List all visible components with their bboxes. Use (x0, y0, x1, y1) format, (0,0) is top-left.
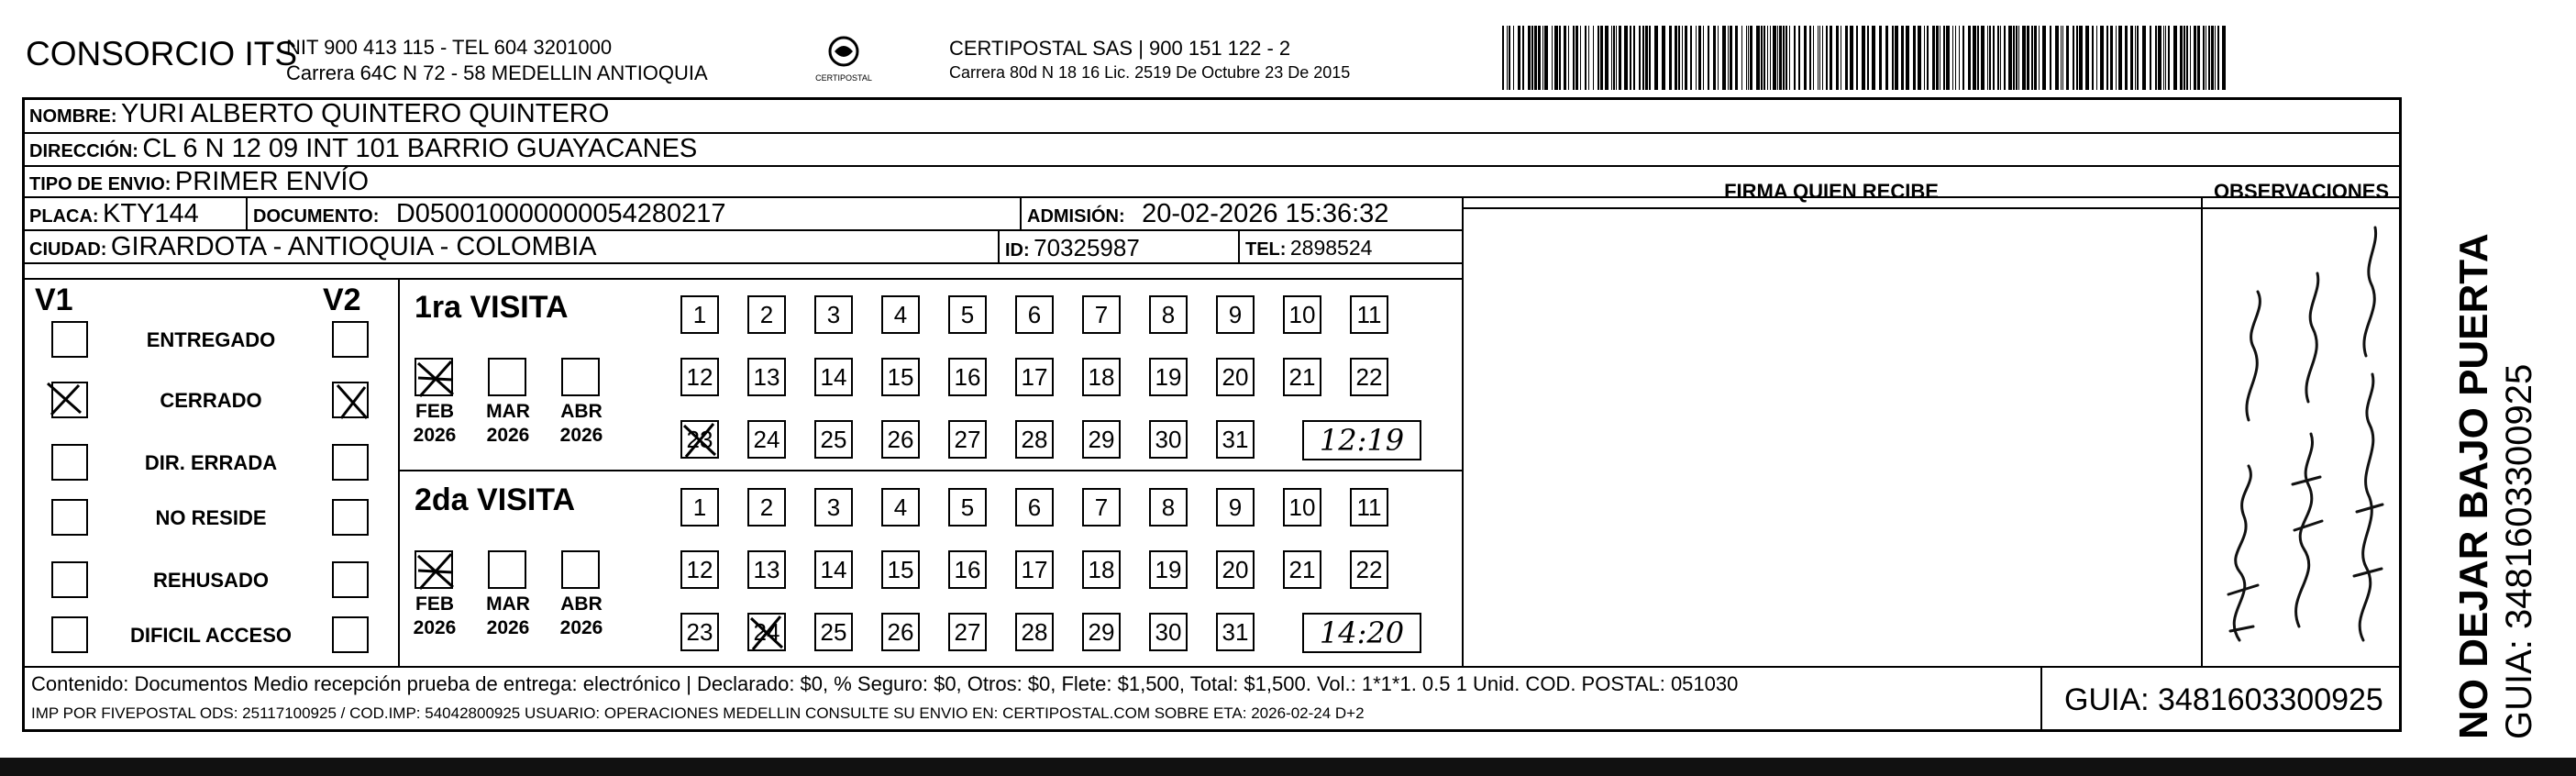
day-box[interactable] (814, 295, 853, 334)
v2-checkbox[interactable] (332, 561, 369, 598)
observaciones-handwriting (2203, 209, 2400, 664)
month-checkbox[interactable] (415, 550, 453, 589)
day-number: 31 (1222, 618, 1249, 646)
day-box[interactable] (881, 420, 920, 459)
day-box[interactable] (1015, 295, 1054, 334)
day-box[interactable] (747, 358, 786, 396)
contenido-line: Contenido: Documentos Medio recepción prueba de entrega: electrónico | Declarado: $0, % Seguro: $0, Otros: $0, Flete: $1,500, Total: $1,500. Vol.: 1*1*1. 0.5 1 Unid. COD. POSTAL: 051030 (31, 672, 1739, 695)
month-checkbox[interactable] (415, 358, 453, 396)
day-number: 2 (759, 493, 774, 521)
day-box[interactable] (1082, 613, 1121, 651)
day-box[interactable] (1350, 358, 1388, 396)
month-checkbox[interactable] (488, 358, 526, 396)
certipostal-line: CERTIPOSTAL SAS | 900 151 122 - 2 (949, 37, 1291, 60)
day-box[interactable] (1149, 295, 1188, 334)
day-number: 14 (820, 556, 847, 583)
day-number: 26 (887, 618, 914, 646)
day-number: 7 (1094, 493, 1109, 521)
day-number: 9 (1228, 493, 1243, 521)
day-box[interactable] (814, 420, 853, 459)
month-label: ABR (560, 401, 603, 422)
no-dejar-warning: NO DEJAR BAJO PUERTA (2451, 233, 2496, 739)
direccion-label: DIRECCIÓN: (29, 141, 138, 161)
v2-checkbox[interactable] (332, 321, 369, 358)
admision-label: ADMISIÓN: (1027, 206, 1125, 227)
documento-field (253, 199, 726, 229)
day-number: 17 (1021, 556, 1048, 583)
month-label: ABR (560, 593, 603, 615)
direccion-value: CL 6 N 12 09 INT 101 BARRIO GUAYACANES (142, 134, 698, 163)
day-box[interactable] (1015, 613, 1054, 651)
day-number: 23 (686, 426, 713, 453)
firma-header: FIRMA QUIEN RECIBE (1724, 180, 1939, 203)
company-name: CONSORCIO ITS (26, 35, 298, 72)
placa-value: KTY144 (103, 199, 199, 228)
day-box[interactable] (680, 550, 719, 589)
day-box[interactable] (1283, 358, 1321, 396)
visit-time[interactable]: 12:19 (1302, 420, 1421, 460)
day-box[interactable] (1149, 488, 1188, 527)
month-label: FEB (415, 401, 454, 422)
day-number: 1 (692, 301, 707, 328)
v1-checkbox[interactable] (51, 561, 88, 598)
ciudad-field (29, 232, 596, 262)
day-number: 16 (954, 556, 981, 583)
documento-value: D050010000000054280217 (395, 199, 726, 228)
day-number: 15 (887, 363, 914, 391)
day-box[interactable] (948, 358, 987, 396)
imp-line: IMP POR FIVEPOSTAL ODS: 25117100925 / COD.IMP: 54042800925 USUARIO: OPERACIONES MEDELLIN CONSULTE SU ENVIO EN: CERTIPOSTAL.COM SOBRE ETA: 2026-02-24 D+2 (31, 704, 1365, 722)
day-number: 9 (1228, 301, 1243, 328)
day-box[interactable] (948, 550, 987, 589)
day-box[interactable] (747, 295, 786, 334)
day-number: 27 (954, 618, 981, 646)
status-label: REHUSADO (153, 569, 269, 592)
placa-field (29, 199, 199, 229)
admision-field (1027, 199, 1388, 229)
status-label: NO RESIDE (155, 506, 267, 529)
day-number: 22 (1355, 556, 1383, 583)
tel-label: TEL: (1245, 239, 1287, 260)
tipo-value: PRIMER ENVÍO (174, 167, 370, 196)
day-box[interactable] (1082, 488, 1121, 527)
month-year: 2026 (486, 617, 530, 638)
day-box[interactable] (1283, 295, 1321, 334)
month-year: 2026 (486, 425, 530, 446)
day-box[interactable] (814, 613, 853, 651)
day-box[interactable] (1015, 420, 1054, 459)
month-year: 2026 (413, 425, 457, 446)
day-number: 3 (826, 493, 841, 521)
month-year: 2026 (559, 617, 603, 638)
day-box[interactable] (1015, 550, 1054, 589)
day-number: 24 (753, 426, 780, 453)
day-number: 28 (1021, 618, 1048, 646)
day-box[interactable] (1082, 550, 1121, 589)
day-number: 12 (686, 363, 713, 391)
tel-value: 2898524 (1289, 236, 1373, 260)
day-box[interactable] (1216, 613, 1255, 651)
nombre-value: YURI ALBERTO QUINTERO QUINTERO (121, 99, 610, 128)
status-label: DIFICIL ACCESO (129, 624, 292, 647)
signature-area[interactable] (1464, 209, 2199, 664)
day-box[interactable] (814, 488, 853, 527)
day-box[interactable] (814, 358, 853, 396)
address-line: Carrera 64C N 72 - 58 MEDELLIN ANTIOQUIA (286, 61, 708, 84)
direccion-row (29, 134, 697, 164)
day-box[interactable] (1149, 550, 1188, 589)
day-box[interactable] (1216, 420, 1255, 459)
nombre-label: NOMBRE: (29, 106, 117, 127)
certipostal-address: Carrera 80d N 18 16 Lic. 2519 De Octubre 23 De 2015 (949, 63, 1351, 82)
day-number: 14 (820, 363, 847, 391)
v2-checkbox[interactable] (332, 444, 369, 481)
nombre-row (29, 99, 609, 129)
day-box[interactable] (1216, 488, 1255, 527)
day-number: 20 (1222, 556, 1249, 583)
month-label: MAR (486, 401, 530, 422)
day-box[interactable] (1149, 420, 1188, 459)
day-box[interactable] (1082, 358, 1121, 396)
visit-time[interactable]: 14:20 (1302, 613, 1421, 653)
month-checkbox[interactable] (561, 550, 600, 589)
tel-field (1245, 236, 1372, 261)
day-number: 1 (692, 493, 707, 521)
day-box[interactable] (1149, 358, 1188, 396)
day-number: 29 (1088, 618, 1115, 646)
v1-checkbox[interactable] (51, 321, 88, 358)
day-number: 19 (1155, 556, 1182, 583)
status-label: CERRADO (160, 389, 262, 412)
day-box[interactable] (1015, 358, 1054, 396)
day-box[interactable] (1283, 550, 1321, 589)
ciudad-value: GIRARDOTA - ANTIOQUIA - COLOMBIA (110, 232, 597, 261)
nit-line: NIT 900 413 115 - TEL 604 3201000 (286, 36, 613, 59)
month-label: FEB (415, 593, 454, 615)
visit-title: 2da VISITA (415, 482, 576, 517)
day-number: 31 (1222, 426, 1249, 453)
month-label: MAR (486, 593, 530, 615)
v2-header: V2 (323, 283, 361, 317)
day-number: 6 (1027, 493, 1042, 521)
day-number: 27 (954, 426, 981, 453)
day-number: 3 (826, 301, 841, 328)
day-number: 25 (820, 426, 847, 453)
month-checkbox[interactable] (488, 550, 526, 589)
day-number: 13 (753, 556, 780, 583)
day-number: 11 (1356, 301, 1382, 328)
day-box[interactable] (1216, 295, 1255, 334)
day-box[interactable] (1216, 550, 1255, 589)
day-box[interactable] (881, 295, 920, 334)
day-number: 8 (1161, 301, 1176, 328)
day-box[interactable] (881, 358, 920, 396)
day-box[interactable] (881, 613, 920, 651)
day-box[interactable] (1350, 550, 1388, 589)
ciudad-label: CIUDAD: (29, 239, 107, 260)
day-box[interactable] (1350, 295, 1388, 334)
tipo-label: TIPO DE ENVIO: (29, 174, 171, 194)
day-number: 8 (1161, 493, 1176, 521)
svg-text:CERTIPOSTAL: CERTIPOSTAL (815, 73, 872, 83)
visit-title: 1ra VISITA (415, 290, 569, 325)
day-number: 5 (960, 301, 975, 328)
day-number: 21 (1288, 363, 1316, 391)
day-number: 11 (1356, 493, 1382, 521)
day-number: 4 (893, 301, 908, 328)
day-number: 29 (1088, 426, 1115, 453)
day-number: 12 (686, 556, 713, 583)
side-text (2450, 233, 2540, 739)
day-number: 13 (753, 363, 780, 391)
guia-number: GUIA: 3481603300925 (2040, 668, 2402, 732)
bottom-edge (0, 758, 2576, 776)
day-number: 16 (954, 363, 981, 391)
day-box[interactable] (1149, 613, 1188, 651)
v1-header: V1 (35, 283, 73, 317)
day-number: 10 (1288, 493, 1316, 521)
v2-checkbox[interactable] (332, 382, 369, 418)
status-label: DIR. ERRADA (144, 451, 278, 474)
day-box[interactable] (948, 420, 987, 459)
day-number: 2 (759, 301, 774, 328)
day-number: 17 (1021, 363, 1048, 391)
day-box[interactable] (680, 358, 719, 396)
month-year: 2026 (559, 425, 603, 446)
day-number: 4 (893, 493, 908, 521)
day-box[interactable] (1216, 358, 1255, 396)
day-number: 20 (1222, 363, 1249, 391)
day-number: 7 (1094, 301, 1109, 328)
tipo-row (29, 167, 369, 197)
day-box[interactable] (1283, 488, 1321, 527)
day-number: 30 (1155, 618, 1182, 646)
day-box[interactable] (680, 613, 719, 651)
day-number: 26 (887, 426, 914, 453)
day-number: 18 (1088, 556, 1115, 583)
day-box[interactable] (747, 613, 786, 651)
v2-checkbox[interactable] (332, 499, 369, 536)
day-box[interactable] (881, 488, 920, 527)
day-box[interactable] (747, 488, 786, 527)
placa-label: PLACA: (29, 206, 99, 227)
day-box[interactable] (747, 420, 786, 459)
day-number: 23 (686, 618, 713, 646)
side-guia: GUIA: 3481603300925 (2499, 363, 2539, 739)
day-number: 25 (820, 618, 847, 646)
day-box[interactable] (948, 613, 987, 651)
day-box[interactable] (948, 295, 987, 334)
day-box[interactable] (1350, 488, 1388, 527)
month-year: 2026 (413, 617, 457, 638)
day-box[interactable] (680, 488, 719, 527)
day-box[interactable] (747, 550, 786, 589)
day-box[interactable] (948, 488, 987, 527)
day-number: 10 (1288, 301, 1316, 328)
day-number: 21 (1288, 556, 1316, 583)
v1-checkbox[interactable] (51, 382, 88, 418)
day-number: 28 (1021, 426, 1048, 453)
v1-checkbox[interactable] (51, 444, 88, 481)
day-box[interactable] (1082, 295, 1121, 334)
documento-label: DOCUMENTO: (253, 206, 380, 227)
day-box[interactable] (680, 420, 719, 459)
day-number: 18 (1088, 363, 1115, 391)
day-box[interactable] (814, 550, 853, 589)
certipostal-logo (807, 33, 880, 94)
day-box[interactable] (680, 295, 719, 334)
company-info (286, 35, 708, 86)
barcode (1502, 26, 2227, 90)
day-number: 6 (1027, 301, 1042, 328)
day-number: 30 (1155, 426, 1182, 453)
day-box[interactable] (881, 550, 920, 589)
v1-checkbox[interactable] (51, 499, 88, 536)
day-number: 15 (887, 556, 914, 583)
day-box[interactable] (1015, 488, 1054, 527)
observaciones-header: OBSERVACIONES (2213, 180, 2390, 203)
id-field (1005, 234, 1140, 262)
v1-checkbox[interactable] (51, 616, 88, 653)
id-label: ID: (1005, 240, 1030, 261)
day-number: 24 (753, 618, 780, 646)
day-box[interactable] (1082, 420, 1121, 459)
certipostal-info (949, 37, 1350, 84)
day-number: 5 (960, 493, 975, 521)
v2-checkbox[interactable] (332, 616, 369, 653)
id-value: 70325987 (1034, 234, 1140, 261)
day-number: 19 (1155, 363, 1182, 391)
month-checkbox[interactable] (561, 358, 600, 396)
day-number: 22 (1355, 363, 1383, 391)
admision-value: 20-02-2026 15:36:32 (1142, 199, 1389, 228)
status-label: ENTREGADO (146, 328, 276, 351)
